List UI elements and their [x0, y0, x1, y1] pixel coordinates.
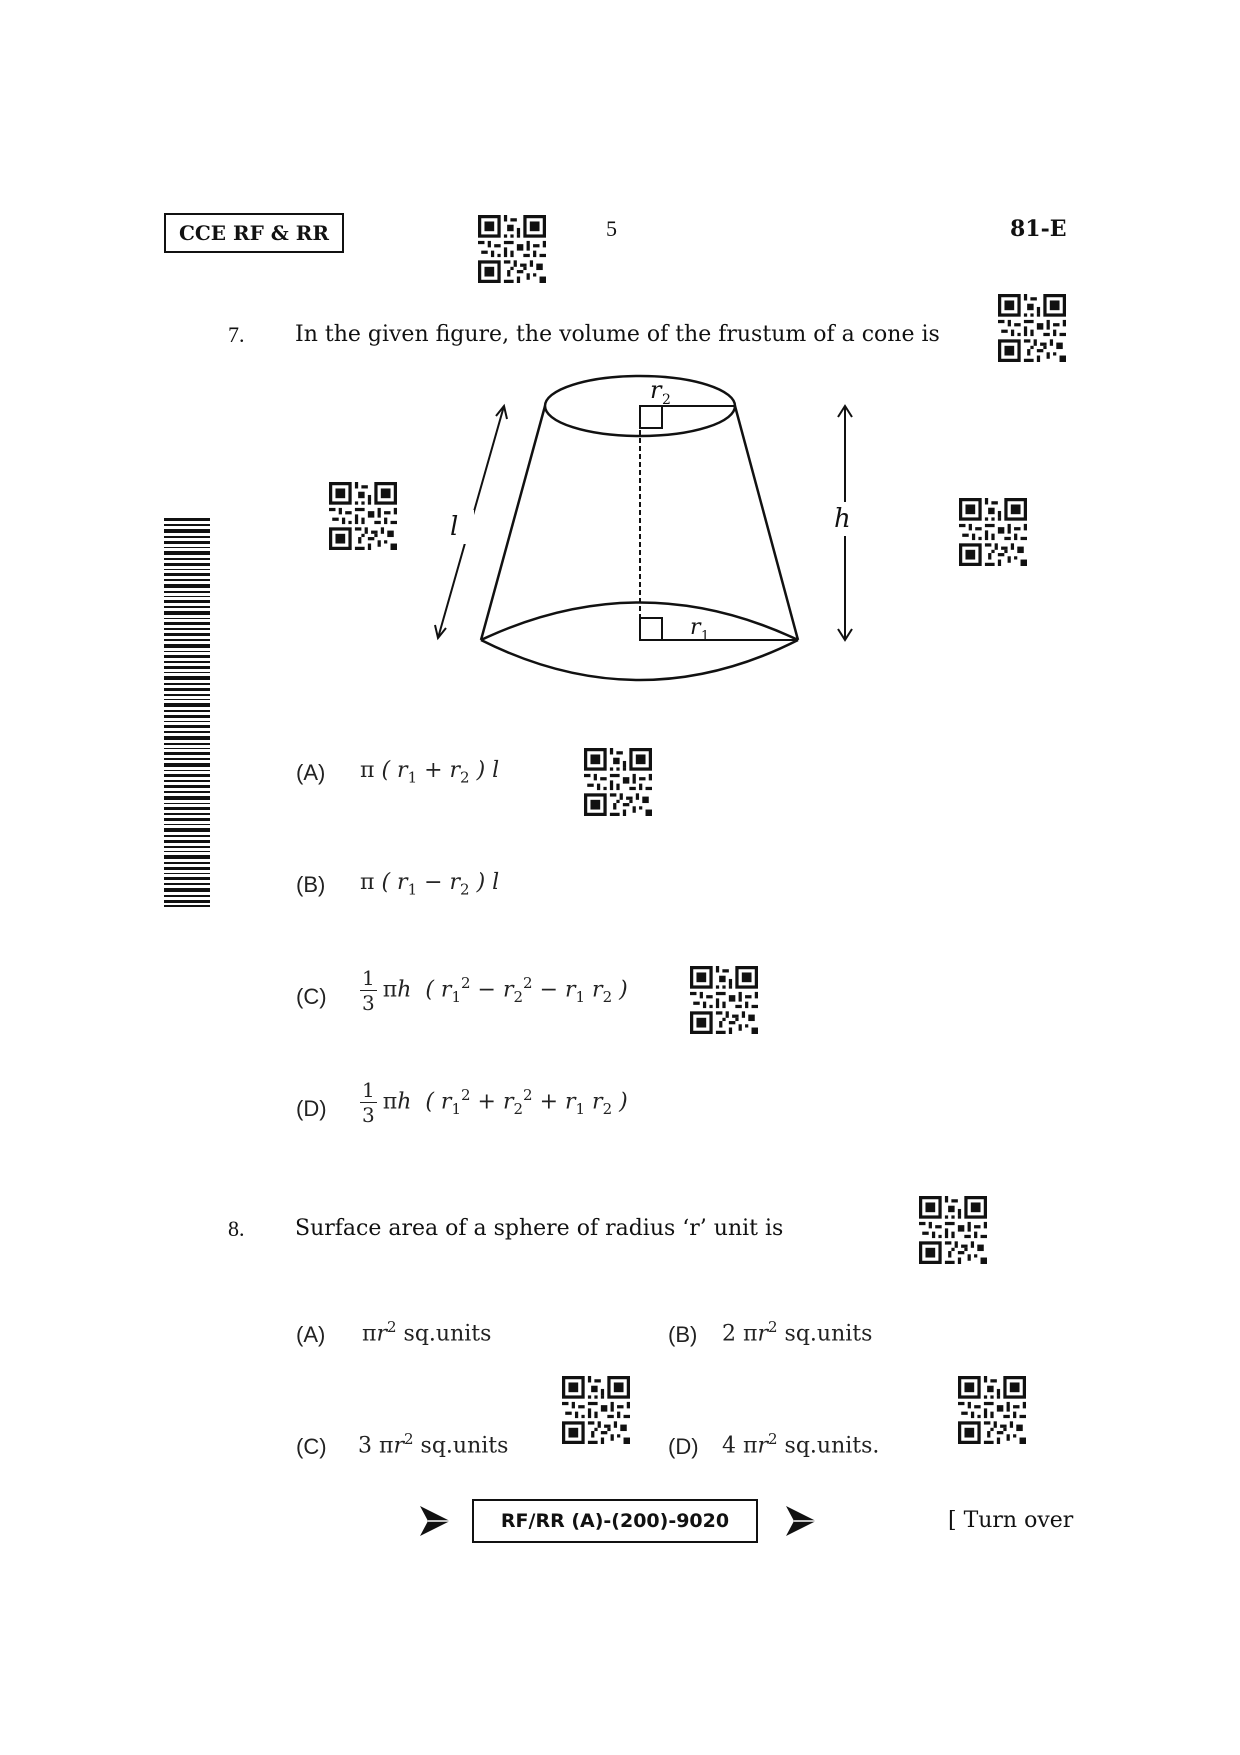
frustum-figure — [420, 370, 880, 690]
qr-code-icon — [958, 1376, 1026, 1444]
frustum-right-edge — [735, 406, 798, 640]
q7-option-d-label: (D) — [296, 1096, 327, 1121]
header-exam-box: CCE RF & RR — [164, 213, 344, 253]
q8-option-d-label: (D) — [668, 1434, 699, 1459]
label-slant: l — [450, 512, 459, 542]
q7-option-c-label: (C) — [296, 984, 327, 1009]
barcode-icon — [164, 518, 210, 908]
q7-option-b-formula: π ( $r_1 - r_2$ ) l — [360, 870, 500, 899]
question-text: In the given figure, the volume of the frustum of a cone is — [295, 322, 940, 347]
q8-option-c-unit: sq.units — [420, 1433, 509, 1459]
q8-option-b-formula: 2 $\pi r^2$ sq.units — [722, 1318, 873, 1347]
q8-option-b-label: (B) — [668, 1322, 698, 1347]
qr-code-icon — [690, 966, 758, 1034]
q7-option-a-label: (A) — [296, 760, 326, 785]
qr-code-icon — [584, 748, 652, 816]
question-text: Surface area of a sphere of radius ‘r’ unit is — [295, 1216, 784, 1241]
turn-over-text: [ Turn over — [948, 1508, 1074, 1533]
qr-code-icon — [478, 215, 546, 283]
qr-code-icon — [919, 1196, 987, 1264]
arrow-right-icon — [418, 1504, 452, 1538]
q8-option-b-unit: sq.units — [784, 1321, 873, 1347]
label-r1: r — [690, 615, 701, 640]
q8-option-d-formula: 4 $\pi r^2$ sq.units. — [722, 1430, 880, 1459]
q7-option-c-formula: $\frac{1}{3}$ πh ( $r_1^2 - r_2^2 - r_1$ $r_2$ ) — [362, 966, 628, 1015]
q8-option-a-formula: $\pi r^2$ sq.units — [362, 1318, 492, 1347]
q8-option-a-label: (A) — [296, 1322, 326, 1347]
question-number: 8. — [228, 1216, 245, 1241]
q7-option-d-formula: $\frac{1}{3}$ πh ( $r_1^2 + r_2^2 + r_1$ $r_2$ ) — [362, 1078, 628, 1127]
frustum-bottom-front — [481, 640, 798, 680]
label-r1-sub: 1 — [701, 629, 710, 644]
q8-option-a-unit: sq.units — [403, 1321, 492, 1347]
label-r2-sub: 2 — [662, 392, 671, 408]
arrow-right-icon — [784, 1504, 818, 1538]
qr-code-icon — [329, 482, 397, 550]
label-r2: r — [650, 376, 662, 404]
paper-code: 81-E — [1010, 216, 1067, 242]
label-height: h — [834, 504, 851, 534]
frustum-left-edge — [481, 406, 545, 640]
right-angle-bottom — [640, 618, 662, 640]
qr-code-icon — [959, 498, 1027, 566]
qr-code-icon — [998, 294, 1066, 362]
footer-code-box: RF/RR (A)-(200)-9020 — [472, 1499, 758, 1543]
q8-option-c-label: (C) — [296, 1434, 327, 1459]
q7-option-b-label: (B) — [296, 872, 326, 897]
qr-code-icon — [562, 1376, 630, 1444]
page-number: 5 — [606, 216, 617, 241]
question-number: 7. — [228, 322, 245, 347]
right-angle-top — [640, 406, 662, 428]
q7-option-a-formula: π ( $r_1 + r_2$ ) l — [360, 758, 500, 787]
q8-option-d-unit: sq.units. — [784, 1433, 880, 1459]
q8-option-c-formula: 3 $\pi r^2$ sq.units — [358, 1430, 509, 1459]
